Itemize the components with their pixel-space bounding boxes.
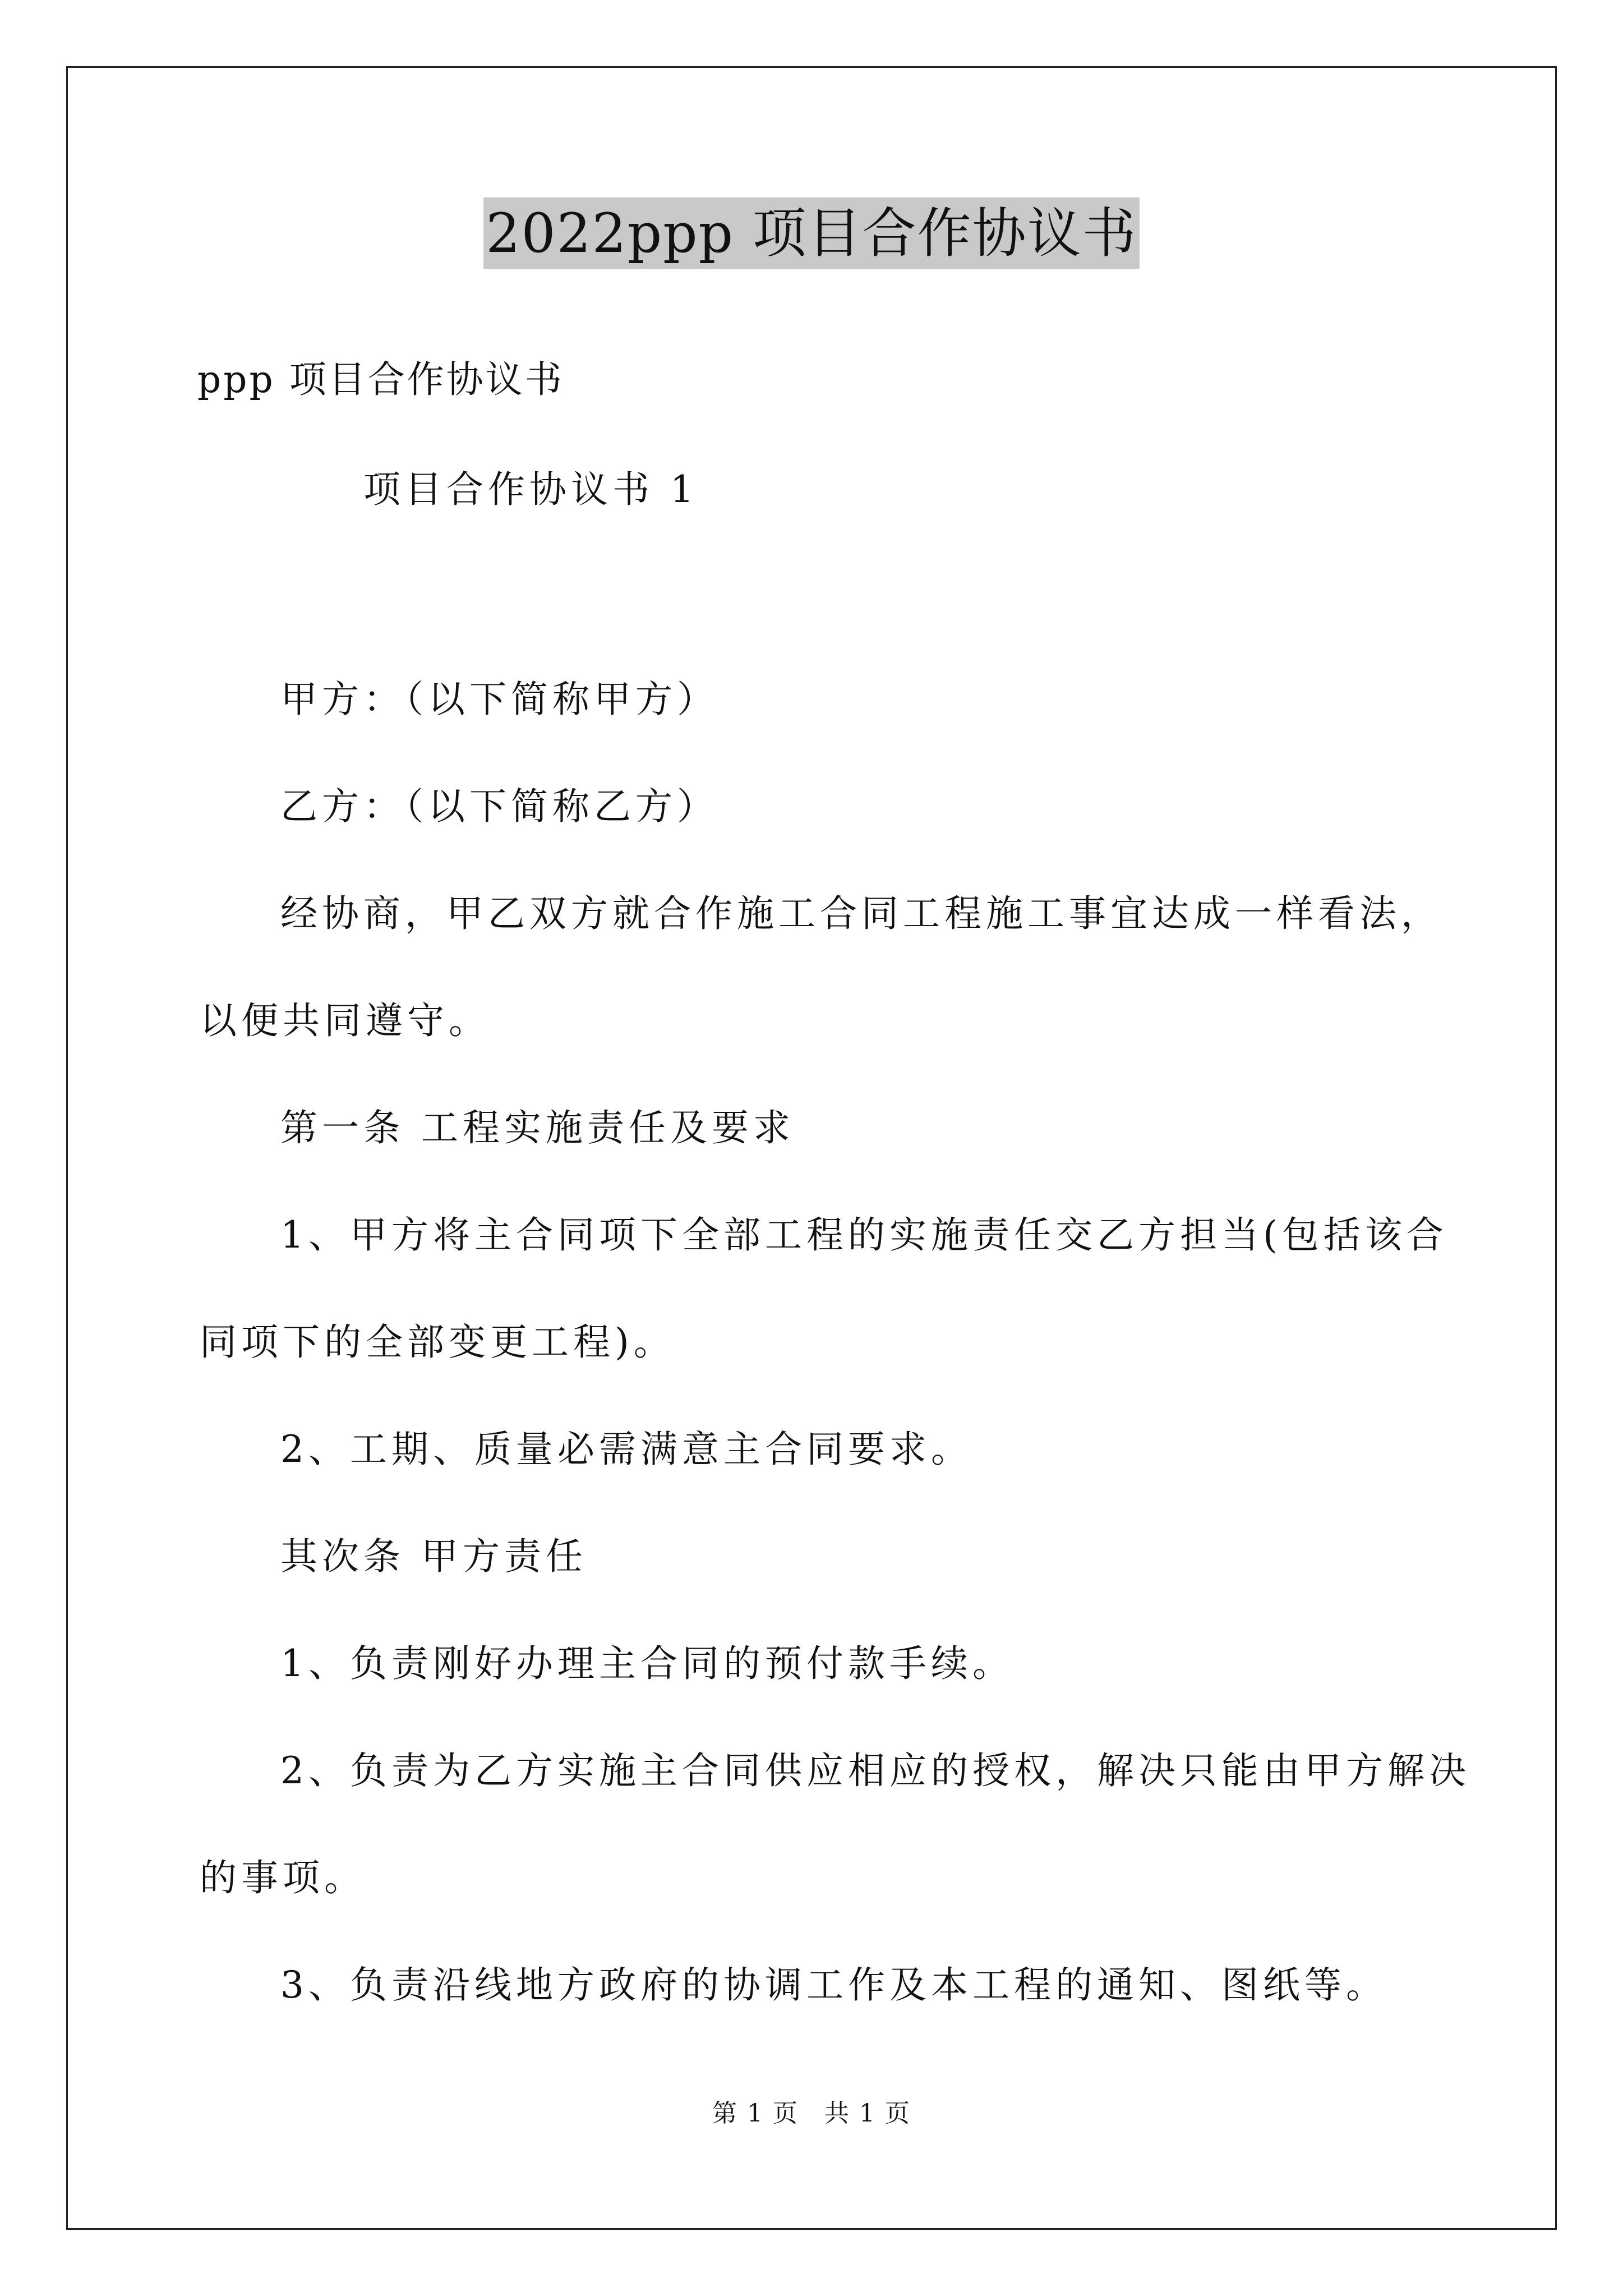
article-heading: 第一条 工程实施责任及要求: [280, 1106, 795, 1149]
paragraph-line: 经协商，甲乙双方就合作施工合同工程施工事宜达成一样看法，: [280, 892, 1442, 935]
page-number-footer: 第 1 页 共 1 页: [712, 2099, 911, 2128]
paragraph-line: 1、甲方将主合同项下全部工程的实施责任交乙方担当(包括该合: [280, 1213, 1448, 1257]
document-title: 2022ppp 项目合作协议书: [483, 197, 1139, 269]
paragraph-line: 的事项。: [200, 1856, 366, 1899]
paragraph-line: 以便共同遵守。: [200, 999, 490, 1042]
paragraph-line: 1、负责刚好办理主合同的预付款手续。: [280, 1642, 1014, 1685]
paragraph-line: 2、负责为乙方实施主合同供应相应的授权，解决只能由甲方解决: [280, 1749, 1470, 1792]
party-b-line: 乙方：（以下简称乙方）: [280, 785, 718, 828]
paragraph-line: 2、工期、质量必需满意主合同要求。: [280, 1428, 972, 1471]
document-title-block: [0, 197, 1623, 269]
article-heading: 其次条 甲方责任: [280, 1535, 587, 1578]
paragraph-line: 同项下的全部变更工程)。: [200, 1320, 675, 1364]
section-heading: 项目合作协议书 1: [363, 468, 698, 511]
document-subtitle: ppp 项目合作协议书: [197, 358, 564, 401]
paragraph-line: 3、负责沿线地方政府的协调工作及本工程的通知、图纸等。: [280, 1963, 1387, 2007]
party-a-line: 甲方：（以下简称甲方）: [280, 678, 718, 721]
